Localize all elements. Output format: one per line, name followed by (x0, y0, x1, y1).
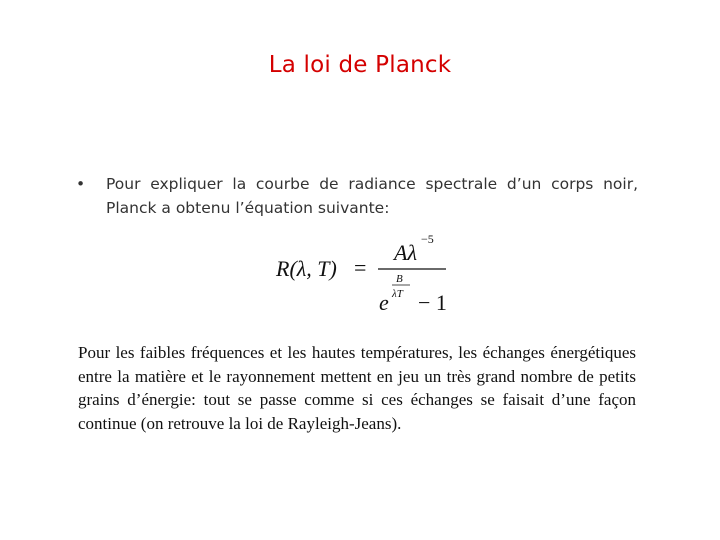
body-paragraph: Pour les faibles fréquences et les hautes températures, les échanges énergétiques entre la matière et le rayonnement mettent en jeu un très grand nombre de petits grains d’énergie: tout se passe comme si ces échanges se faisait d’une façon continue (on retrouve la loi de Rayleigh-Jeans). (78, 343, 636, 433)
slide-title: La loi de Planck (268, 52, 452, 78)
numerator-exponent: −5 (421, 232, 434, 246)
equation-equals: = (354, 255, 367, 280)
exponent-numerator: B (396, 273, 403, 285)
denominator-minus-one: − 1 (418, 290, 447, 315)
numerator-base: Aλ (394, 240, 417, 265)
bullet-marker: • (76, 175, 86, 193)
denominator-e: e (379, 290, 389, 315)
exponent-denominator: λT (392, 288, 403, 300)
planck-equation (268, 228, 468, 324)
equation-lhs: R(λ, T) (276, 256, 337, 281)
bullet-text: Pour expliquer la courbe de radiance spectrale d’un corps noir, Planck a obtenu l’équation suivante: (106, 175, 638, 217)
